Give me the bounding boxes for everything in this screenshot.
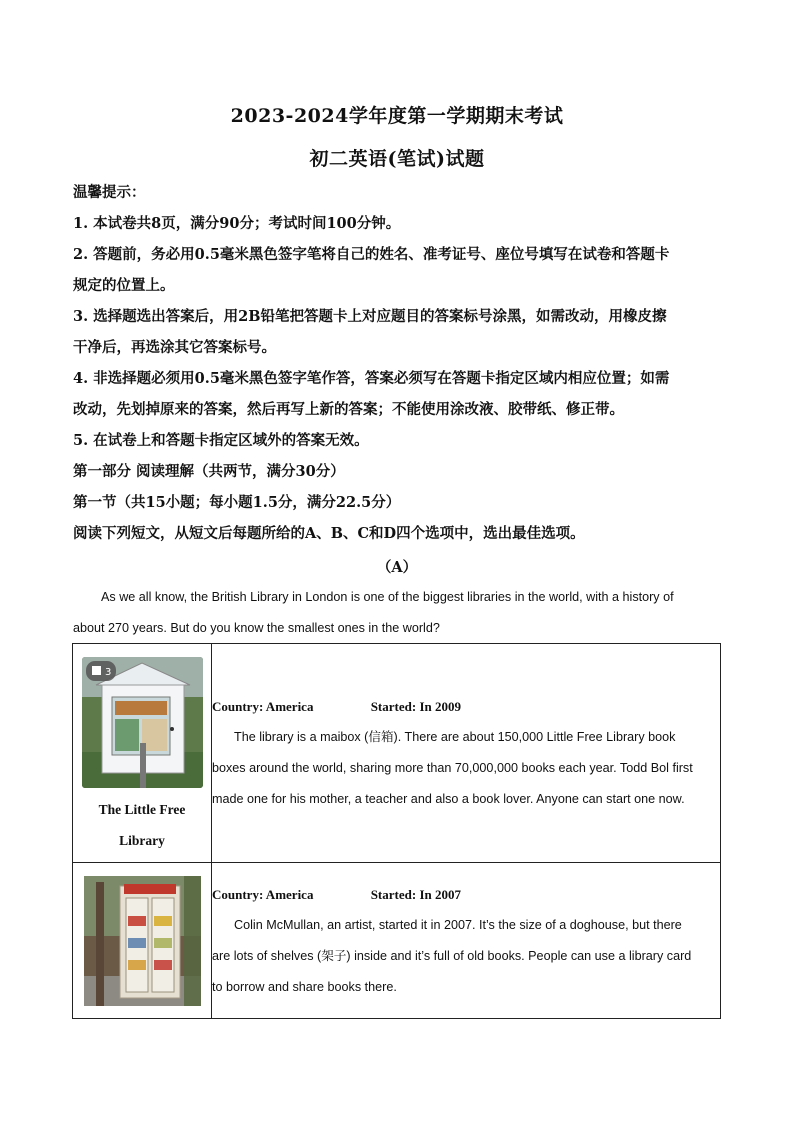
notice-item: 改动，先划掉原来的答案，然后再写上新的答案；不能使用涂改液、胶带纸、修正带。: [73, 401, 624, 418]
table-row: [73, 863, 721, 1019]
little-free-library-photo: [82, 657, 203, 788]
notice-item: 2. 答题前，务必用0.5毫米黑色签字笔将自己的姓名、准考证号、座位号填写在试卷和答题卡: [73, 246, 670, 263]
library-description: The library is a maibox (信箱). There are about 150,000 Little Free Library book boxes around the world, sharing more than 70,000,000 books each year. Todd Bol first made one for his mother, a teacher and also a book lover. Anyone can start one now.: [212, 730, 693, 806]
exam-title: 2023-2024学年度第一学期期末考试: [230, 105, 564, 127]
exam-subtitle: 初二英语(笔试)试题: [309, 148, 485, 170]
notice-heading: 温馨提示：: [73, 184, 146, 201]
notice-item: 3. 选择题选出答案后，用2B铅笔把答题卡上对应题目的答案标号涂黑，如需改动，用橡皮擦: [73, 308, 667, 325]
notice-item: 1. 本试卷共8页，满分90分；考试时间100分钟。: [73, 215, 401, 232]
notice-item: 5. 在试卷上和答题卡指定区域外的答案无效。: [73, 432, 369, 449]
notice-item: 干净后，再选涂其它答案标号。: [73, 339, 276, 356]
library-country: Country: America: [212, 886, 314, 902]
subsection-heading: 第一节（共15小题；每小题1.5分，满分22.5分）: [73, 494, 401, 511]
library-photo-cell: [73, 644, 212, 863]
library-meta: [212, 879, 720, 910]
passage-label: （A）: [376, 559, 418, 576]
library-country: Country: America: [212, 699, 314, 714]
library-info-cell: [212, 644, 721, 863]
reading-instruction: 阅读下列短文，从短文后每题所给的A、B、C和D四个选项中，选出最佳选项。: [73, 525, 585, 542]
passage-intro-line: As we all know, the British Library in London is one of the biggest libraries in the world, with a history of: [101, 590, 674, 604]
photo-count-badge: 3: [104, 666, 111, 678]
libraries-table: [72, 643, 721, 1019]
table-row: [73, 644, 721, 863]
library-info-cell: [212, 863, 721, 1019]
library-name: The Little Free Library: [98, 801, 186, 848]
library-meta: [212, 691, 720, 722]
library-description: Colin McMullan, an artist, started it in 2007. It’s the size of a doghouse, but there are lots of shelves (架子) inside and it’s full of old books. People can use a library card to borrow and share books there.: [212, 917, 692, 994]
library-cabinet-photo: [84, 876, 201, 1006]
library-started: Started: In 2007: [370, 886, 461, 902]
library-photo-cell: [73, 863, 212, 1019]
passage-intro-line: about 270 years. But do you know the smallest ones in the world?: [73, 621, 440, 635]
library-started: Started: In 2009: [370, 699, 461, 714]
notice-item: 规定的位置上。: [73, 277, 175, 294]
notice-item: 4. 非选择题必须用0.5毫米黑色签字笔作答，答案必须写在答题卡指定区域内相应位置；如需: [73, 370, 670, 387]
part-heading: 第一部分 阅读理解（共两节，满分30分）: [73, 463, 345, 480]
